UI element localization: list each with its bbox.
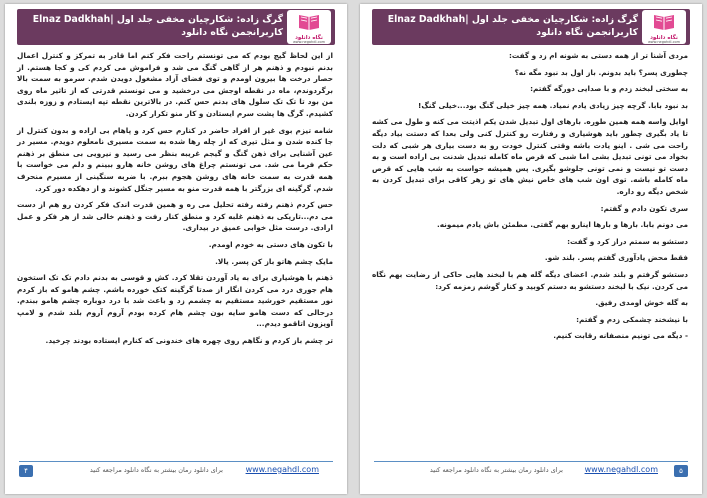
paragraph: مردی آشنا تر از همه دستی به شونه ام زد و گفت:	[508, 51, 688, 60]
header-title: گرگ زاده: شکارچیان مخفی جلد اول |Elnaz Dadkhah کاربرانجمن نگاه دانلود	[387, 14, 638, 38]
paragraph: می دونم بابا. بارها و بارها اینارو بهم گفتی. مطمئن باش یادم میمونه.	[436, 220, 688, 230]
page-number: ۴	[19, 465, 33, 477]
footer-link[interactable]: www.negahdl.com	[584, 465, 658, 474]
paragraph: با تکون های دستی به خودم اومدم.	[208, 239, 333, 249]
left-page	[5, 4, 347, 494]
site-logo	[287, 10, 331, 44]
paragraph: دستشو به سمتم دراز کرد و گفت:	[567, 236, 688, 246]
page-footer	[19, 461, 333, 478]
logo-text: نگاه دانلود	[650, 35, 678, 41]
page-number: ۵	[674, 465, 688, 477]
page-text	[17, 50, 333, 458]
paragraph: شامه تیزم بوی غیر از افراد حاضر در کنارم حس کرد و پاهام بی اراده و بدون کنترل از جا کنده شدن و مثل تیری که از چله رها شده به سمت مسیری نامعلوم دویدم. مسیر در عین آشنایی برای ذهن گنگ و گیجم غریبه بنظر می رسید و نیرویی بی منطق بر ذهنم حکم فرما می شد. می تونستم چراغ های روشن خانه هارو ببینم و دلم می خواست با همه قدرت به سمت خانه های روشن هجوم ببرم. با ضربه سنگینی از مسیرم منحرف شدم. گرگینه ای بزرگتر با همه قدرت منو به مسیر جنگل کشوند و از دهکده دور کرد.	[17, 125, 333, 193]
page-header	[372, 9, 690, 45]
paragraph: تر چشم باز کردم و نگاهم روی چهره های خندونی که کنارم ایستاده بودند چرخید.	[45, 336, 333, 346]
footer-text: برای دانلود رمان بیشتر به نگاه دانلود مراجعه کنید	[89, 466, 223, 474]
site-logo	[642, 10, 686, 44]
paragraph: فقط محض یادآوری گفتم پسر. بلند شو.	[544, 253, 688, 263]
paragraph: حس کردم ذهنم رفته رفته تحلیل می ره و همین قدرت اندک فکر کردن رو هم از دست می دم...تاریکی به ذهنم غلبه کرد و منطق کنار رفت و ذهنم خالی شد از هر فکر و عمل ارادی. درست مثل خوابی عمیق در بیداری.	[17, 200, 333, 233]
page-footer	[374, 461, 688, 478]
paragraph: به سختی لبخند زدم و با صدایی دورگه گفتم:	[530, 84, 688, 94]
page-header	[17, 9, 335, 45]
book-icon	[653, 12, 675, 30]
paragraph: ذهنم با هوشیاری برای به یاد آوردن تقلا کرد. کش و قوسی به بدنم دادم تک تک استخون هام جوری درد می کردن انگار از صدتا گرگینه کتک خورده باشم. چشم هامو که باز کردم نور مستقیم خورشید مستقیم به چشمم زد و باعث شد با درد دوباره چشم هامو ببندم. درحالی که دست هامو سایه بون چشم هام کرده بودم آروم آروم بلند شدم و لامپ آویزون اتاقمو دیدم...	[17, 273, 333, 329]
logo-text: نگاه دانلود	[295, 35, 323, 41]
paragraph: با نیشخند چشمکی زدم و گفتم:	[576, 314, 688, 324]
page-text	[372, 50, 688, 458]
footer-link[interactable]: www.negahdl.com	[245, 465, 319, 474]
paragraph: - دیگه می تونیم منصفانه رقابت کنیم.	[553, 331, 688, 341]
paragraph: سری تکون دادم و گفتم:	[600, 203, 688, 213]
header-title: گرگ زاده: شکارچیان مخفی جلد اول |Elnaz Dadkhah کاربرانجمن نگاه دانلود	[32, 14, 283, 38]
footer-text: برای دانلود رمان بیشتر به نگاه دانلود مراجعه کنید	[429, 466, 563, 474]
paragraph: چطوری پسر؟ باید بدونم. باز اول بد نبود مگه نه؟	[514, 67, 688, 77]
paragraph: از این لحاظ گیج بودم که می تونستم راحت فکر کنم اما قادر به تمرکز و کنترل اعمال بدنم نبودم و ذهنم هر از گاهی گنگ می شد و فراموش می کردم کی و کجا هستم. از حصار درخت ها بیرون اومدم و توی فضای آزاد مشغول دویدن شدم. سرمو به سمت بالا برگردوندم، ماه در نقطه اوجش می درخشید و می تونستم قدرتی که از تاثیر ماه روی من بود تا تک تک سلول های بدنم حس کنم. در بالاترین نقطه تپه ایستادم و زوزه بلندی کشیدم. گرگ ها پشت سرم ایستادن و کار منو تکرار کردن.	[17, 51, 333, 118]
paragraph: اوایل واسه همه همین طوره. بارهای اول تبدیل شدن یکم اذیتت می کنه و طول می کشه تا یاد بگیری چطور باید هوشیاری و رفتارت رو کنترل کنی ولی بعدا که دستت بیاد دیگه راحت می شی . اینو یادت باشه وقتی کنترل خودت رو به دست بیاری هر شبی که دلت بخواد می تونی تبدیل بشی اما شبی که قرص ماه کامله تبدیل شدنت بی اراده است و به دست تو نیست و نمی تونی جلوشو بگیری. پس همیشه حواست به شب هایی که قرص ماه کامله باشه. توی اون شب های خاص نیش های تو زهر کافی برای تبدیل کردن به شخص دیگه رو داره.	[372, 117, 688, 196]
logo-url: www.negahdl.com	[647, 40, 681, 44]
paragraph: دستشو گرفتم و بلند شدم. اعضای دیگه گله هم با لبخند هایی حاکی از رضایت بهم نگاه می کردن. نیک با لبخند دستشو به دستم کوبید و کنار گوشم زمزمه کرد:	[372, 269, 688, 291]
paragraph: بد نبود بابا. گرچه چیز زیادی یادم نمیاد. همه چیز خیلی گنگ بود...خیلی گنگ!	[418, 100, 688, 110]
paragraph: به گله خوش اومدی رفیق.	[595, 298, 688, 308]
paragraph: مایک چشم هاتو باز کن پسر. یالا.	[215, 256, 333, 266]
logo-url: www.negahdl.com	[292, 40, 326, 44]
book-icon	[298, 12, 320, 30]
right-page	[360, 4, 702, 494]
